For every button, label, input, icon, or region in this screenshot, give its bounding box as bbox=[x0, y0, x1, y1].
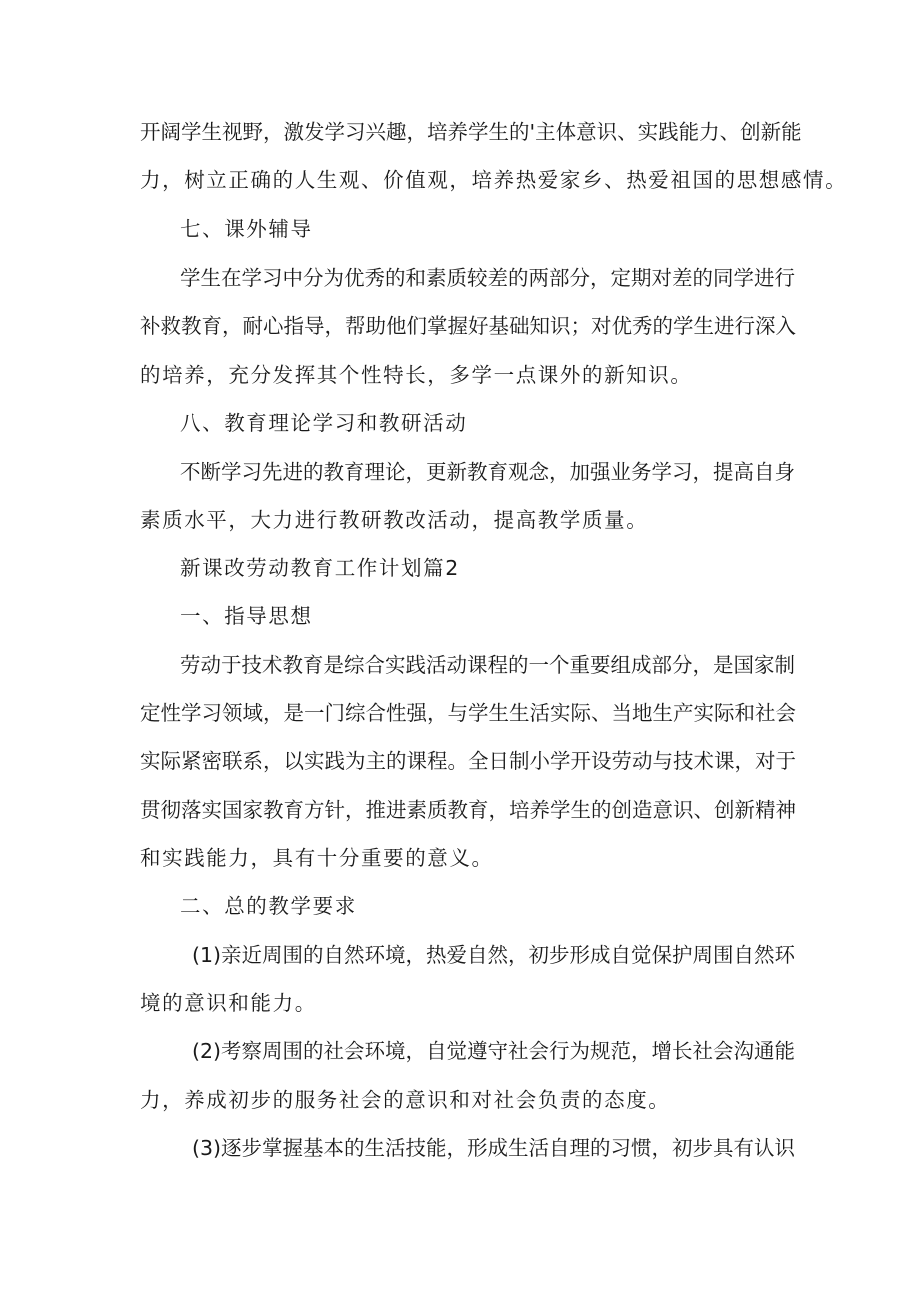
paragraph-line: 素质水平，大力进行教研教改活动，提高教学质量。 bbox=[140, 508, 649, 532]
paragraph-line: 补救教育，耐心指导，帮助他们掌握好基础知识；对优秀的学生进行深入 bbox=[140, 314, 796, 338]
section-heading: 二、总的教学要求 bbox=[180, 894, 357, 918]
section-heading: 八、教育理论学习和教研活动 bbox=[180, 411, 468, 435]
paragraph-line: 力，树立正确的人生观、价值观，培养热爱家乡、热爱祖国的思想感情。 bbox=[140, 168, 848, 192]
list-item-line: (2)考察周围的社会环境，自觉遵守社会行为规范，增长社会沟通能 bbox=[192, 1039, 796, 1063]
paragraph-line: 的培养，充分发挥其个性特长，多学一点课外的新知识。 bbox=[140, 363, 693, 387]
list-item-line: (3)逐步掌握基本的生活技能，形成生活自理的习惯，初步具有认识 bbox=[192, 1136, 796, 1160]
paragraph-line: 学生在学习中分为优秀的和素质较差的两部分，定期对差的同学进行 bbox=[180, 266, 795, 290]
list-item-line: 境的意识和能力。 bbox=[140, 991, 317, 1015]
paragraph-line: 开阔学生视野，激发学习兴趣，培养学生的'主体意识、实践能力、创新能 bbox=[140, 120, 802, 144]
list-item-line: (1)亲近周围的自然环境，热爱自然，初步形成自觉保护周围自然环 bbox=[192, 943, 796, 967]
paragraph-line: 劳动于技术教育是综合实践活动课程的一个重要组成部分，是国家制 bbox=[180, 653, 795, 677]
paragraph-line: 贯彻落实国家教育方针，推进素质教育，培养学生的创造意识、创新精神 bbox=[140, 798, 796, 822]
paragraph-line: 定性学习领域，是一门综合性强，与学生生活实际、当地生产实际和社会 bbox=[140, 701, 796, 725]
paragraph-line: 实际紧密联系，以实践为主的课程。全日制小学开设劳动与技术课，对于 bbox=[140, 749, 796, 773]
list-item-line: 力，养成初步的服务社会的意识和对社会负责的态度。 bbox=[140, 1088, 671, 1112]
article-title: 新课改劳动教育工作计划篇2 bbox=[180, 556, 460, 580]
paragraph-line: 和实践能力，具有十分重要的意义。 bbox=[140, 846, 494, 870]
paragraph-line: 不断学习先进的教育理论，更新教育观念，加强业务学习，提高自身 bbox=[180, 460, 795, 484]
section-heading: 七、课外辅导 bbox=[180, 217, 313, 241]
section-heading: 一、指导思想 bbox=[180, 604, 313, 628]
